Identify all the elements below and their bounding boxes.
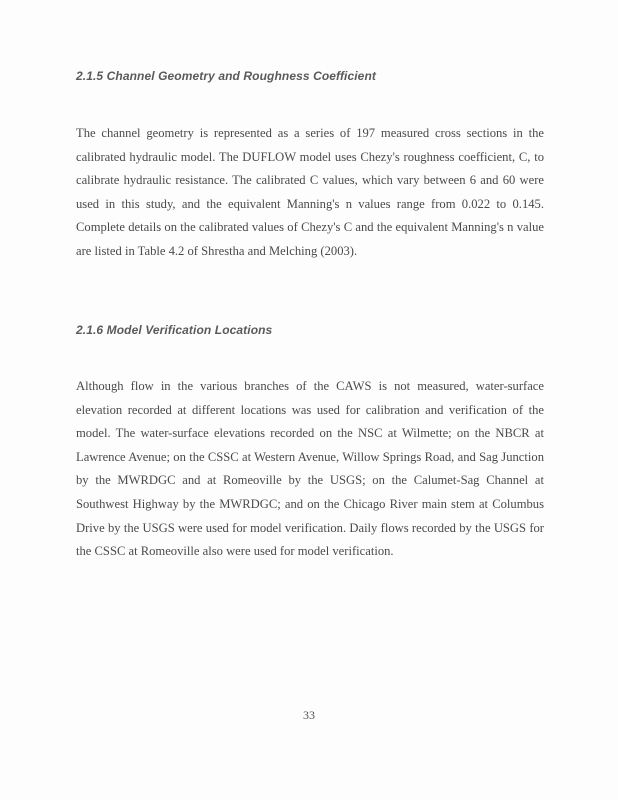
section-heading-channel-geometry: 2.1.5 Channel Geometry and Roughness Coefficient bbox=[76, 69, 376, 83]
section-heading-model-verification: 2.1.6 Model Verification Locations bbox=[76, 323, 273, 337]
page-number: 33 bbox=[303, 708, 315, 722]
paragraph-channel-geometry: The channel geometry is represented as a series of 197 measured cross sections in the calibrated hydraulic model. The DUFLOW model uses Chezy's roughness coefficient, C, to calibrate hydraulic resistance. The calibrated C values, which vary between 6 and 60 were used in this study, and the equivalent Manning's n values range from 0.022 to 0.145. Complete details on the calibrated values of Chezy's C and the equivalent Manning's n value are listed in Table 4.2 of Shrestha and Melching (2003). bbox=[76, 126, 544, 258]
paragraph-model-verification: Although flow in the various branches of the CAWS is not measured, water-surface elevation recorded at different locations was used for calibration and verification of the model. The water-surface elevations recorded on the NSC at Wilmette; on the NBCR at Lawrence Avenue; on the CSSC at Western Avenue, Willow Springs Road, and Sag Junction by the MWRDGC and at Romeoville by the USGS; on the Calumet-Sag Channel at Southwest Highway by the MWRDGC; and on the Chicago River main stem at Columbus Drive by the USGS were used for model verification. Daily flows recorded by the USGS for the CSSC at Romeoville also were used for model verification. bbox=[76, 379, 544, 559]
